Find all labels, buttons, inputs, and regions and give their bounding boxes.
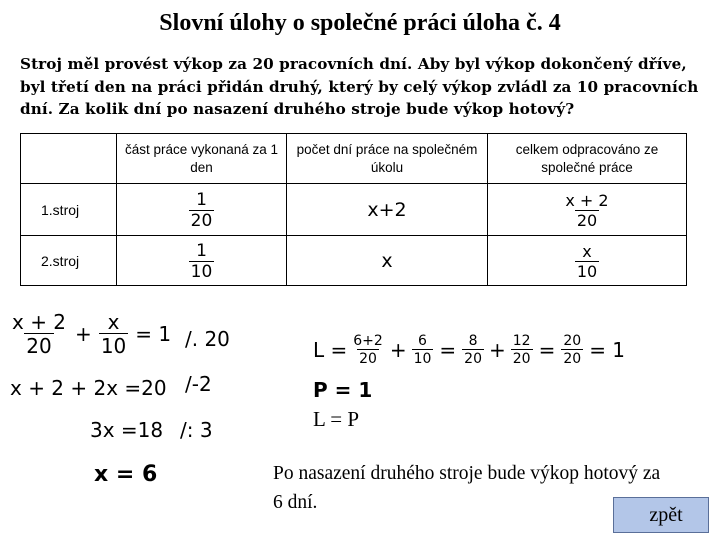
table-cell	[287, 236, 488, 286]
fraction	[575, 241, 599, 281]
days-value: x	[381, 249, 393, 272]
denominator: 20	[26, 334, 52, 358]
numerator: 1	[196, 240, 207, 261]
numerator: x + 2	[565, 190, 609, 210]
denominator: 20	[576, 210, 598, 230]
denominator: 10	[190, 261, 213, 282]
numerator: 6+2	[353, 333, 383, 349]
plus-sign: +	[389, 338, 407, 362]
fraction	[511, 334, 533, 366]
operation-note: /-2	[185, 372, 212, 396]
plus-sign: +	[75, 322, 92, 346]
fraction	[563, 190, 610, 230]
denominator: 20	[190, 210, 213, 231]
denominator: 20	[359, 351, 377, 367]
days-value: x+2	[367, 198, 407, 221]
problem-text: Stroj měl provést výkop za 20 pracovních dní. Aby byl výkop dokončený dříve, byl třetí den na práci přidán druhý, který by celý výkop zvládl za 10 pracovních dní. Za kolik dní po nasazení druhého stroje bude výkop hotový?	[20, 55, 699, 118]
page-title: Slovní úlohy o společné práci úloha č. 4	[159, 10, 561, 36]
equals-sign: =	[439, 338, 457, 362]
operation-note: /: 3	[180, 418, 213, 442]
table-cell	[117, 236, 287, 286]
back-button[interactable]: zpět	[613, 497, 709, 533]
row-label: 2.stroj	[21, 236, 117, 286]
work-table	[20, 133, 687, 286]
denominator: 10	[576, 261, 598, 281]
numerator: 8	[468, 333, 478, 349]
table-cell	[488, 236, 687, 286]
table-cell	[488, 184, 687, 236]
equals-sign: =	[538, 338, 556, 362]
numerator: 20	[563, 333, 582, 349]
fraction	[10, 312, 68, 356]
equals-one: = 1	[135, 322, 172, 346]
check-P: P = 1	[313, 378, 373, 402]
fraction	[412, 334, 434, 366]
numerator: 1	[196, 189, 207, 210]
table-row	[21, 236, 687, 286]
table-header: počet dní práce na společném úkolu	[287, 134, 488, 184]
numerator: x	[582, 241, 592, 261]
table-header-row	[21, 134, 687, 184]
row-label: 1.stroj	[21, 184, 117, 236]
table-row	[21, 184, 687, 236]
conclusion-text: Po nasazení druhého stroje bude výkop hotový za 6 dní.	[273, 463, 661, 513]
fraction	[189, 189, 215, 231]
numerator: x	[107, 310, 120, 334]
operation-note: /. 20	[185, 327, 230, 351]
equation-2: x + 2 + 2x =20	[10, 376, 167, 400]
table-header: část práce vykonaná za 1 den	[117, 134, 287, 184]
denominator: 20	[464, 351, 482, 367]
fraction	[99, 312, 128, 356]
equation-1	[10, 312, 178, 356]
equals-one: = 1	[589, 338, 626, 362]
check-equation	[313, 334, 625, 366]
check-L: L =	[313, 338, 348, 362]
fraction	[561, 334, 583, 366]
denominator: 10	[413, 351, 432, 367]
denominator: 20	[563, 351, 582, 367]
result-equation: x = 6	[94, 462, 158, 487]
fraction	[462, 334, 484, 366]
fraction	[351, 334, 385, 366]
plus-sign: +	[489, 338, 506, 362]
check-L-equals-P: L = P	[313, 407, 360, 431]
table-header: celkem odpracováno ze společné práce	[488, 134, 687, 184]
numerator: x + 2	[12, 310, 67, 334]
table-cell	[117, 184, 287, 236]
numerator: 6	[418, 333, 427, 349]
fraction	[189, 240, 215, 282]
equation-3: 3x =18	[90, 418, 164, 442]
numerator: 12	[512, 333, 531, 349]
table-cell	[287, 184, 488, 236]
table-corner-cell	[21, 134, 117, 184]
denominator: 20	[512, 351, 531, 367]
denominator: 10	[100, 334, 127, 358]
